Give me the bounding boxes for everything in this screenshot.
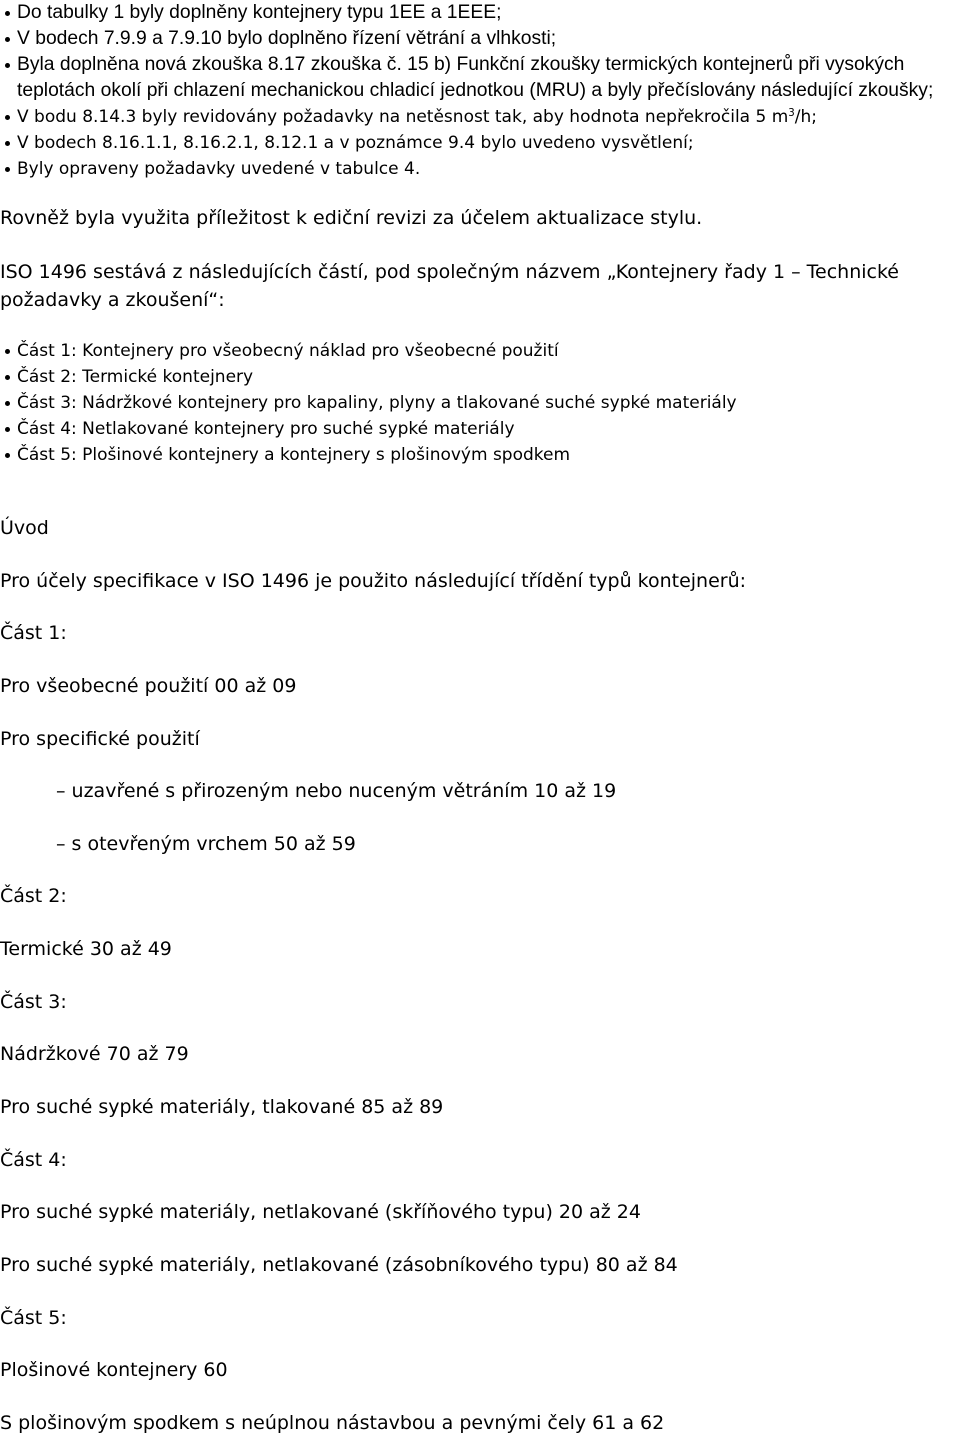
standard-parts-list [0, 338, 960, 468]
introduction-lead: Pro účely specifikace v ISO 1496 je použito následující třídění typů kontejnerů: [0, 569, 747, 592]
standard-part-item [0, 364, 960, 390]
bullet-icon [5, 453, 10, 458]
container-type-line: Pro suché sypké materiály, netlakované (skříňového typu) 20 až 24 [0, 1201, 641, 1224]
container-type-line: S plošinovým spodkem s neúplnou nástavbou a pevnými čely 61 a 62 [0, 1411, 665, 1434]
standard-part-item [0, 442, 960, 468]
revision-change-text: Byly opraveny požadavky uvedené v tabulce 4. [17, 159, 421, 179]
revision-change-item [0, 26, 960, 52]
revision-changes-list [0, 0, 960, 182]
parts-intro: ISO 1496 sestává z následujících částí, pod společným názvem „Kontejnery řady 1 – Technické požadavky a zkoušení“: [0, 261, 899, 311]
introduction-section [0, 516, 960, 1435]
revision-change-item [0, 52, 960, 104]
bullet-icon [5, 349, 10, 354]
revision-change-item [0, 0, 960, 26]
revision-change-item [0, 104, 960, 130]
revision-change-text: V bodech 8.16.1.1, 8.16.2.1, 8.12.1 a v poznámce 9.4 bylo uvedeno vysvětlení; [17, 133, 694, 153]
container-type-line: Pro všeobecné použití 00 až 09 [0, 674, 297, 697]
standard-part-text: Část 5: Plošinové kontejnery a kontejnery s plošinovým spodkem [17, 445, 571, 465]
standard-part-text: Část 3: Nádržkové kontejnery pro kapaliny, plyny a tlakované suché sypké materiály [17, 393, 737, 413]
standard-part-text: Část 4: Netlakované kontejnery pro suché sypké materiály [17, 419, 515, 439]
standard-part-item [0, 416, 960, 442]
unit-superscript: 3 [788, 108, 795, 120]
revision-change-item [0, 156, 960, 182]
editorial-note: Rovněž byla využita příležitost k ediční revizi za účelem aktualizace stylu. [0, 207, 703, 229]
container-type-line: Plošinové kontejnery 60 [0, 1359, 228, 1382]
revision-change-text: Do tabulky 1 byly doplněny kontejnery typu 1EE a 1EEE; [17, 2, 502, 23]
part-label: Část 4: [0, 1148, 67, 1171]
standard-part-text: Část 1: Kontejnery pro všeobecný náklad pro všeobecné použití [17, 341, 559, 361]
part-label: Část 5: [0, 1306, 67, 1329]
standard-part-item [0, 338, 960, 364]
container-type-line: Pro specifické použití [0, 727, 200, 750]
part-label: Část 2: [0, 885, 67, 908]
container-subtype-line: – uzavřené s přirozeným nebo nuceným větráním 10 až 19 [56, 780, 617, 803]
bullet-icon [5, 115, 10, 120]
bullet-icon [5, 141, 10, 146]
revision-change-item [0, 130, 960, 156]
bullet-icon [5, 401, 10, 406]
part-label: Část 1: [0, 622, 67, 645]
container-type-line: Termické 30 až 49 [0, 938, 172, 961]
bullet-icon [5, 375, 10, 380]
standard-part-item [0, 390, 960, 416]
bullet-icon [5, 167, 10, 172]
revision-change-text: V bodu 8.14.3 byly revidovány požadavky na netěsnost tak, aby hodnota nepřekročila 5 m [17, 107, 789, 127]
revision-change-suffix: /h; [794, 107, 818, 127]
container-type-line: Pro suché sypké materiály, netlakované (zásobníkového typu) 80 až 84 [0, 1253, 678, 1276]
bullet-icon [5, 37, 10, 42]
revision-change-text: Byla doplněna nová zkouška 8.17 zkouška č. 15 b) Funkční zkoušky termických kontejnerů při vysokých teplotách okolí při chlazení mechanickou chladicí jednotkou (MRU) a byly přečíslovány následující zkoušky; [17, 54, 934, 101]
container-subtype-line: – s otevřeným vrchem 50 až 59 [56, 832, 356, 855]
container-type-line: Pro suché sypké materiály, tlakované 85 až 89 [0, 1096, 444, 1119]
container-type-line: Nádržkové 70 až 79 [0, 1043, 189, 1066]
revision-change-text: V bodech 7.9.9 a 7.9.10 bylo doplněno řízení větrání a vlhkosti; [17, 28, 557, 49]
bullet-icon [5, 63, 10, 68]
introduction-heading: Úvod [0, 517, 49, 539]
bullet-icon [5, 427, 10, 432]
part-label: Část 3: [0, 990, 67, 1013]
bullet-icon [5, 11, 10, 16]
standard-part-text: Část 2: Termické kontejnery [17, 367, 254, 387]
